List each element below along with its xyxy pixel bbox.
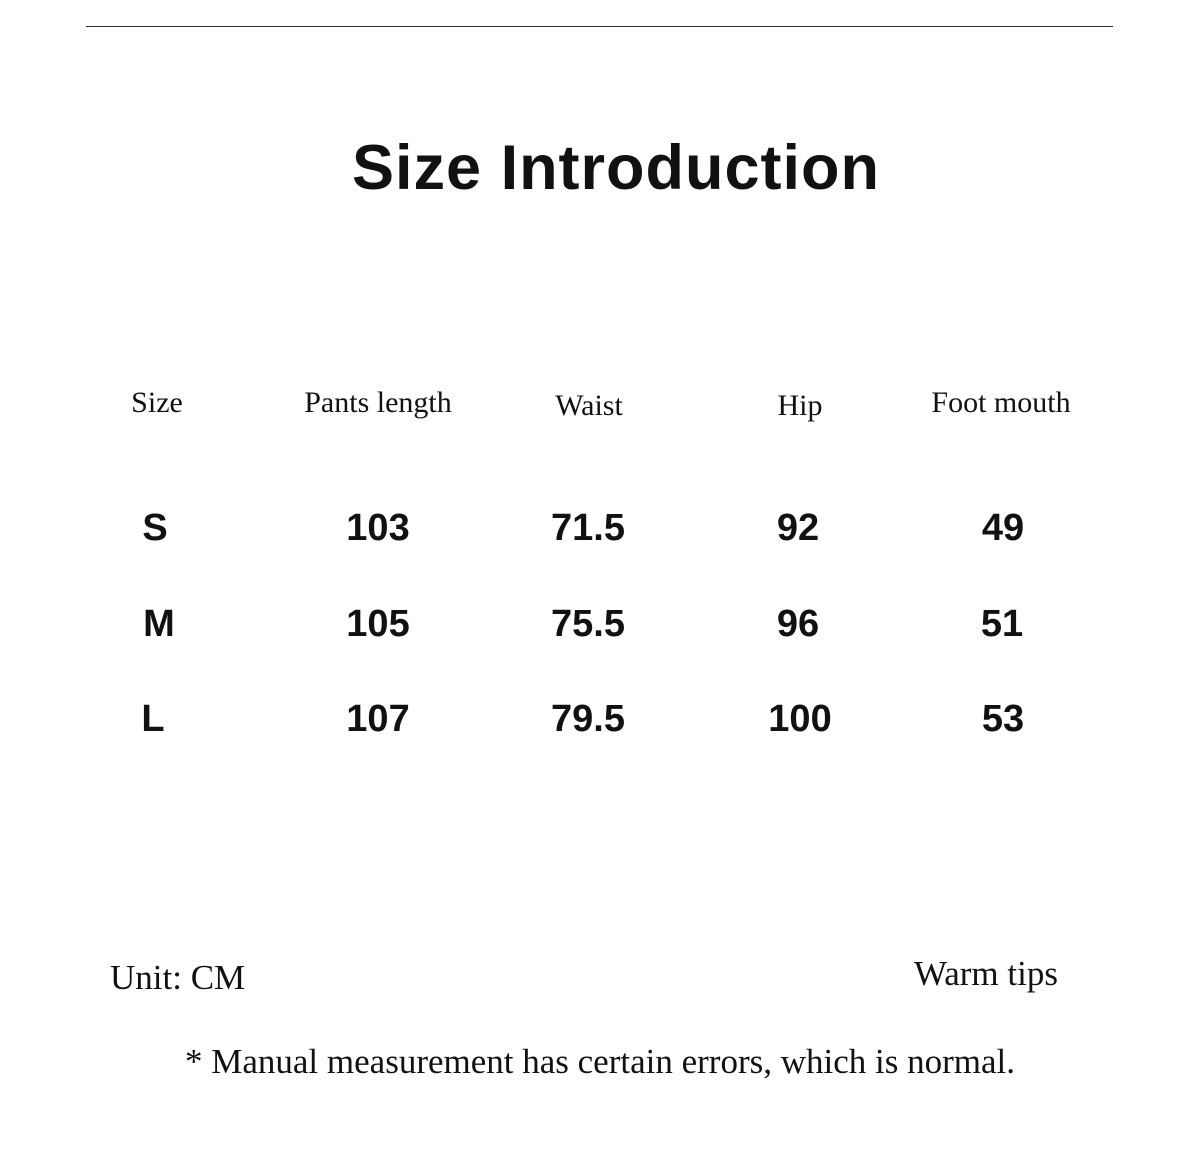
page-title: Size Introduction [352, 133, 880, 203]
cell-pants-length: 105 [346, 603, 410, 645]
cell-waist: 79.5 [551, 698, 625, 740]
cell-foot-mouth: 53 [981, 698, 1025, 740]
cell-hip: 100 [768, 698, 832, 740]
cell-size: S [142, 507, 168, 549]
cell-pants-length: 103 [346, 507, 410, 549]
header-foot-mouth: Foot mouth [931, 386, 1071, 419]
header-waist: Waist [555, 389, 623, 422]
top-divider [86, 26, 1113, 27]
header-hip: Hip [777, 389, 823, 422]
cell-waist: 71.5 [551, 507, 625, 549]
cell-hip: 92 [776, 507, 820, 549]
cell-hip: 96 [776, 603, 820, 645]
warm-tips-label: Warm tips [914, 954, 1058, 993]
cell-pants-length: 107 [346, 698, 410, 740]
measurement-note: * Manual measurement has certain errors, which is normal. [184, 1042, 1015, 1081]
cell-foot-mouth: 51 [980, 603, 1024, 645]
unit-label: Unit: CM [110, 958, 246, 997]
cell-size: M [143, 603, 175, 645]
header-pants-length: Pants length [304, 386, 452, 419]
header-size: Size [131, 386, 183, 419]
cell-waist: 75.5 [551, 603, 625, 645]
cell-foot-mouth: 49 [981, 507, 1025, 549]
cell-size: L [141, 698, 165, 740]
